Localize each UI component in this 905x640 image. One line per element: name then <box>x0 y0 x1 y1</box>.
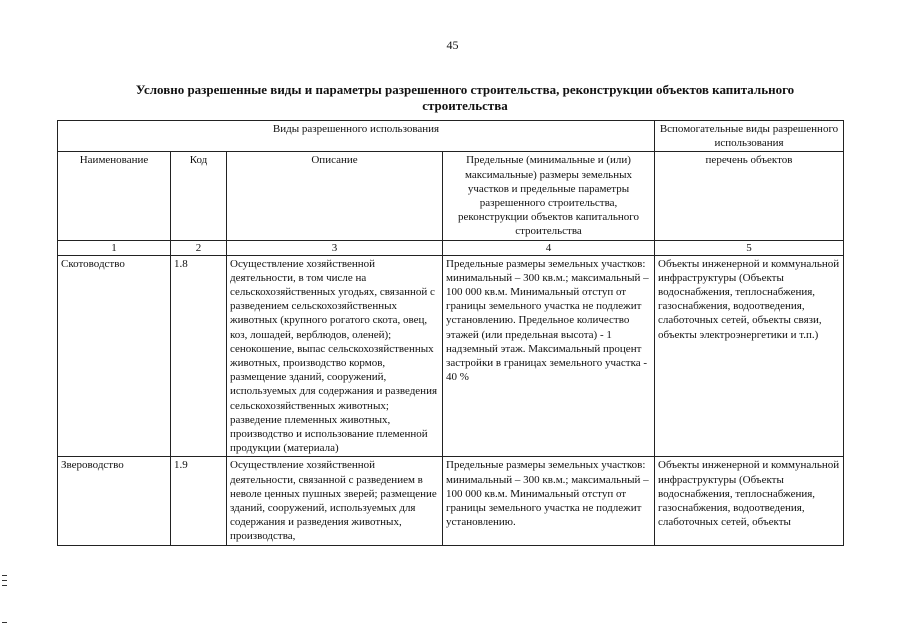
column-number: 1 <box>58 240 171 255</box>
table-row <box>58 457 844 545</box>
header-object-list: перечень объектов <box>655 152 844 240</box>
zoning-table <box>57 120 844 546</box>
column-number: 5 <box>655 240 844 255</box>
row-auxiliary: Объекты инженерной и коммунальной инфраструктуры (Объекты водоснабжения, теплоснабжения, газоснабжения, водоотведения, слаботочных сетей, объекты <box>655 457 844 545</box>
margin-mark <box>2 580 7 581</box>
row-parameters: Предельные размеры земельных участков: минимальный – 300 кв.м.; максимальный – 100 000 кв.м. Минимальный отступ от границы земельного участка не подлежит установлению. <box>443 457 655 545</box>
row-code: 1.9 <box>171 457 227 545</box>
row-name: Звероводство <box>58 457 171 545</box>
header-code: Код <box>171 152 227 240</box>
group-header-auxiliary-uses: Вспомогательные виды разрешенного использования <box>655 121 844 152</box>
group-header-permitted-uses: Виды разрешенного использования <box>58 121 655 152</box>
row-description: Осуществление хозяйственной деятельности, связанной с разведением в неволе ценных пушных зверей; размещение зданий, сооружений, используемых для содержания и разведения животных, производства, <box>227 457 443 545</box>
table-header-row <box>58 152 844 240</box>
column-number: 2 <box>171 240 227 255</box>
column-number: 3 <box>227 240 443 255</box>
table-group-header-row <box>58 121 844 152</box>
header-description: Описание <box>227 152 443 240</box>
row-description: Осуществление хозяйственной деятельности, в том числе на сельскохозяйственных угодьях, связанной с разведением сельскохозяйственных животных (крупного рогатого скота, овец, коз, лошадей, верблюдов, оленей); сенокошение, выпас сельскохозяйственных животных, производство кормов, размещение зданий, сооружений, используемых для содержания и разведения сельскохозяйственных животных; разведение племенных животных, производство и использование племенной продукции (материала) <box>227 255 443 457</box>
margin-mark <box>2 585 7 586</box>
table-row <box>58 255 844 457</box>
margin-mark <box>2 622 7 623</box>
header-name: Наименование <box>58 152 171 240</box>
row-code: 1.8 <box>171 255 227 457</box>
column-number: 4 <box>443 240 655 255</box>
column-number-row <box>58 240 844 255</box>
row-parameters: Предельные размеры земельных участков: минимальный – 300 кв.м.; максимальный – 100 000 кв.м. Минимальный отступ от границы земельного участка не подлежит установлению. Предельное количество этажей (или предельная высота) - 1 надземный этаж. Максимальный процент застройки в границах земельного участка - 40 % <box>443 255 655 457</box>
header-parameters: Предельные (минимальные и (или) максимальные) размеры земельных участков и предельные параметры разрешенного строительства, реконструкции объектов капитального строительства <box>443 152 655 240</box>
row-auxiliary: Объекты инженерной и коммунальной инфраструктуры (Объекты водоснабжения, теплоснабжения, газоснабжения, водоотведения, слаботочных сетей, объекты связи, объекты электроэнергетики и т.п.) <box>655 255 844 457</box>
margin-mark <box>2 575 7 576</box>
row-name: Скотоводство <box>58 255 171 457</box>
page-number: 45 <box>446 38 459 52</box>
document-title: Условно разрешенные виды и параметры разрешенного строительства, реконструкции объектов капитального строительства <box>135 82 795 113</box>
